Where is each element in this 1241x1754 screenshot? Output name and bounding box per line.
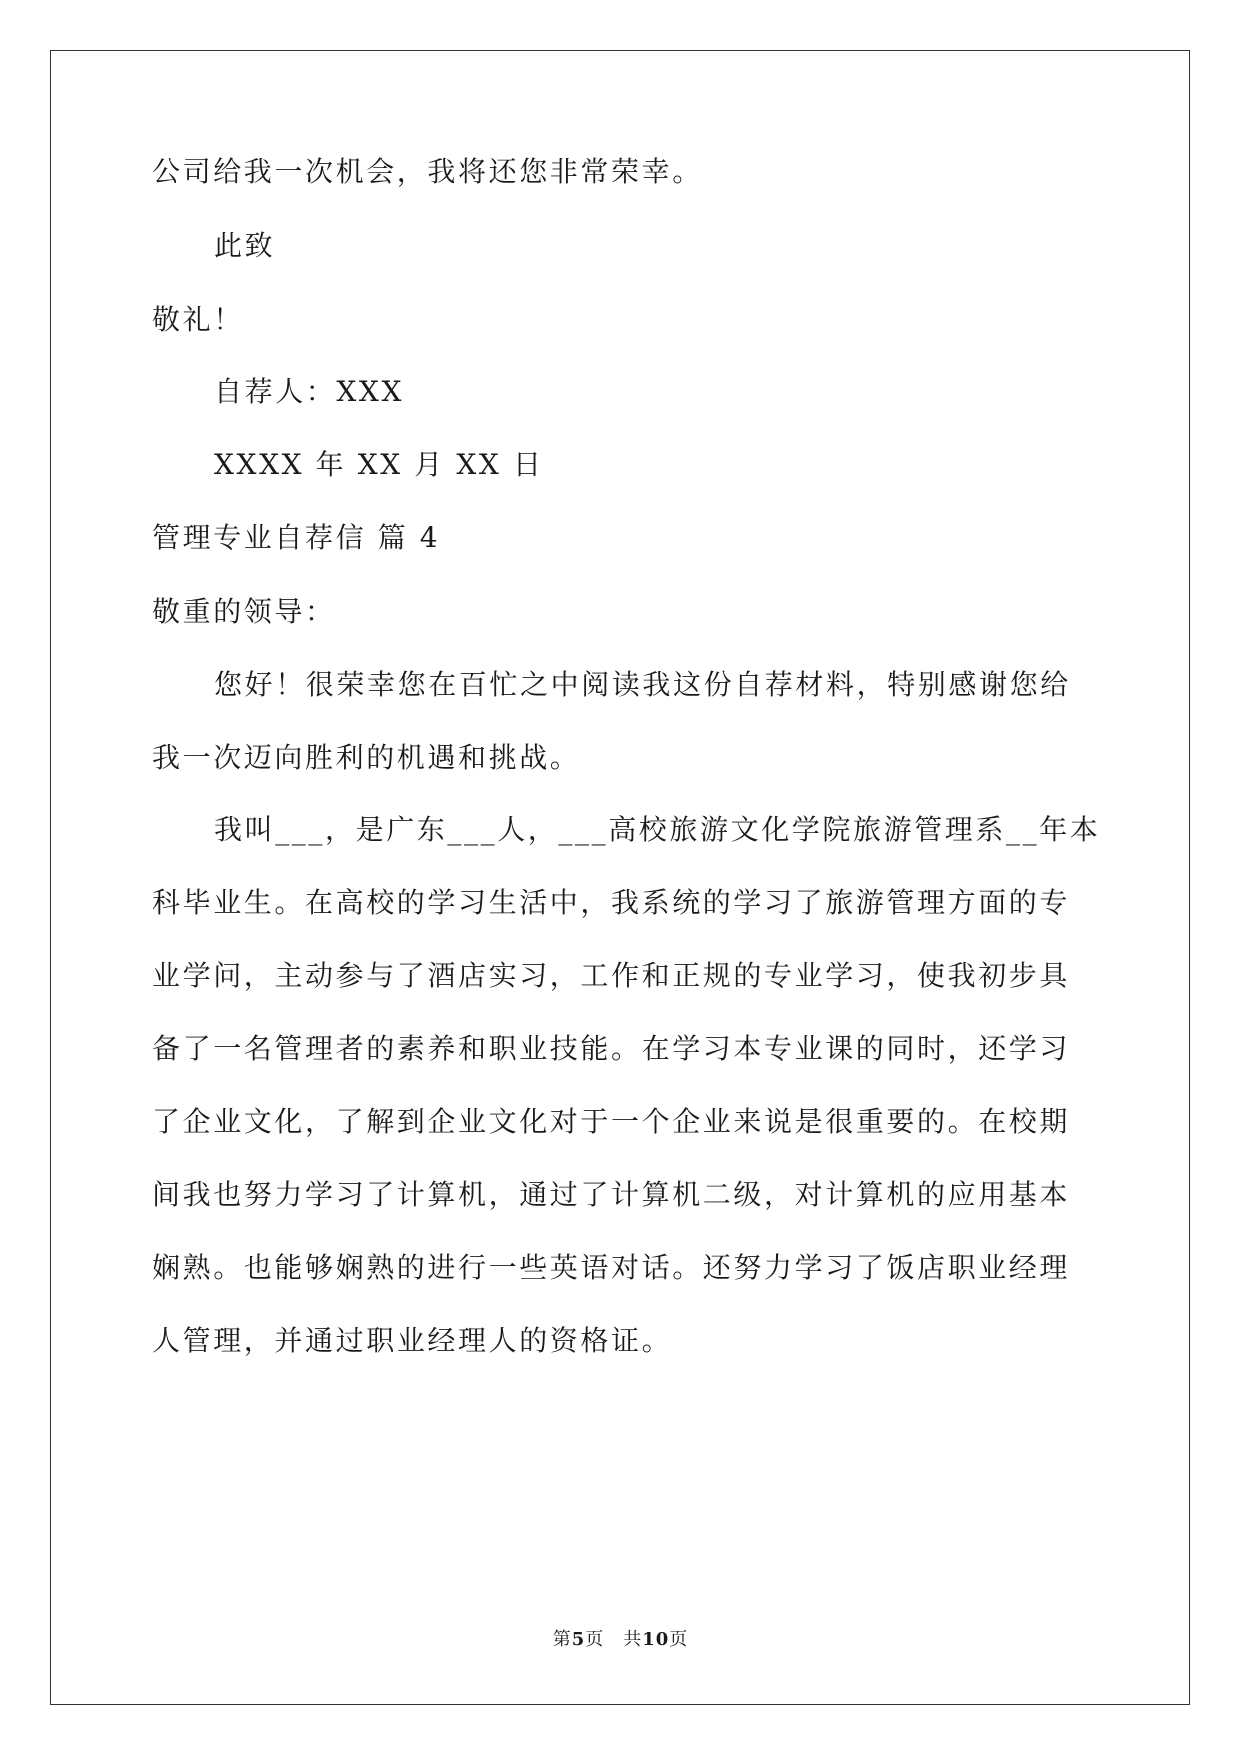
body-line: 了企业文化，了解到企业文化对于一个企业来说是很重要的。在校期 [152, 1105, 1071, 1138]
body-line: 我叫___，是广东___人，___高校旅游文化学院旅游管理系__年本 [214, 813, 1101, 846]
body-line: 间我也努力学习了计算机，通过了计算机二级，对计算机的应用基本 [152, 1178, 1071, 1211]
body-line: 业学问，主动参与了酒店实习，工作和正规的专业学习，使我初步具 [152, 959, 1071, 992]
closing-salute: 敬礼！ [152, 303, 244, 336]
body-line: 公司给我一次机会，我将还您非常荣幸。 [152, 155, 703, 188]
salutation: 敬重的领导： [152, 595, 336, 628]
body-line: 我一次迈向胜利的机遇和挑战。 [152, 741, 581, 774]
page-number: 5 [571, 1629, 586, 1650]
closing-greeting: 此致 [214, 229, 276, 262]
total-pages: 10 [642, 1629, 670, 1650]
page-border [50, 50, 1190, 1705]
body-line: 备了一名管理者的素养和职业技能。在学习本专业课的同时，还学习 [152, 1032, 1071, 1065]
body-line: 您好！很荣幸您在百忙之中阅读我这份自荐材料，特别感谢您给 [214, 668, 1071, 701]
section-title: 管理专业自荐信 篇 4 [152, 521, 441, 554]
body-line: 科毕业生。在高校的学习生活中，我系统的学习了旅游管理方面的专 [152, 886, 1071, 919]
page-footer [0, 1625, 1241, 1651]
footer-mid: 页 共 [585, 1629, 643, 1650]
body-line: 人管理，并通过职业经理人的资格证。 [152, 1324, 673, 1357]
signature: 自荐人：XXX [214, 375, 405, 408]
footer-prefix: 第 [552, 1629, 572, 1650]
footer-suffix: 页 [669, 1629, 689, 1650]
date-line: XXXX 年 XX 月 XX 日 [214, 448, 544, 481]
body-line: 娴熟。也能够娴熟的进行一些英语对话。还努力学习了饭店职业经理 [152, 1251, 1071, 1284]
